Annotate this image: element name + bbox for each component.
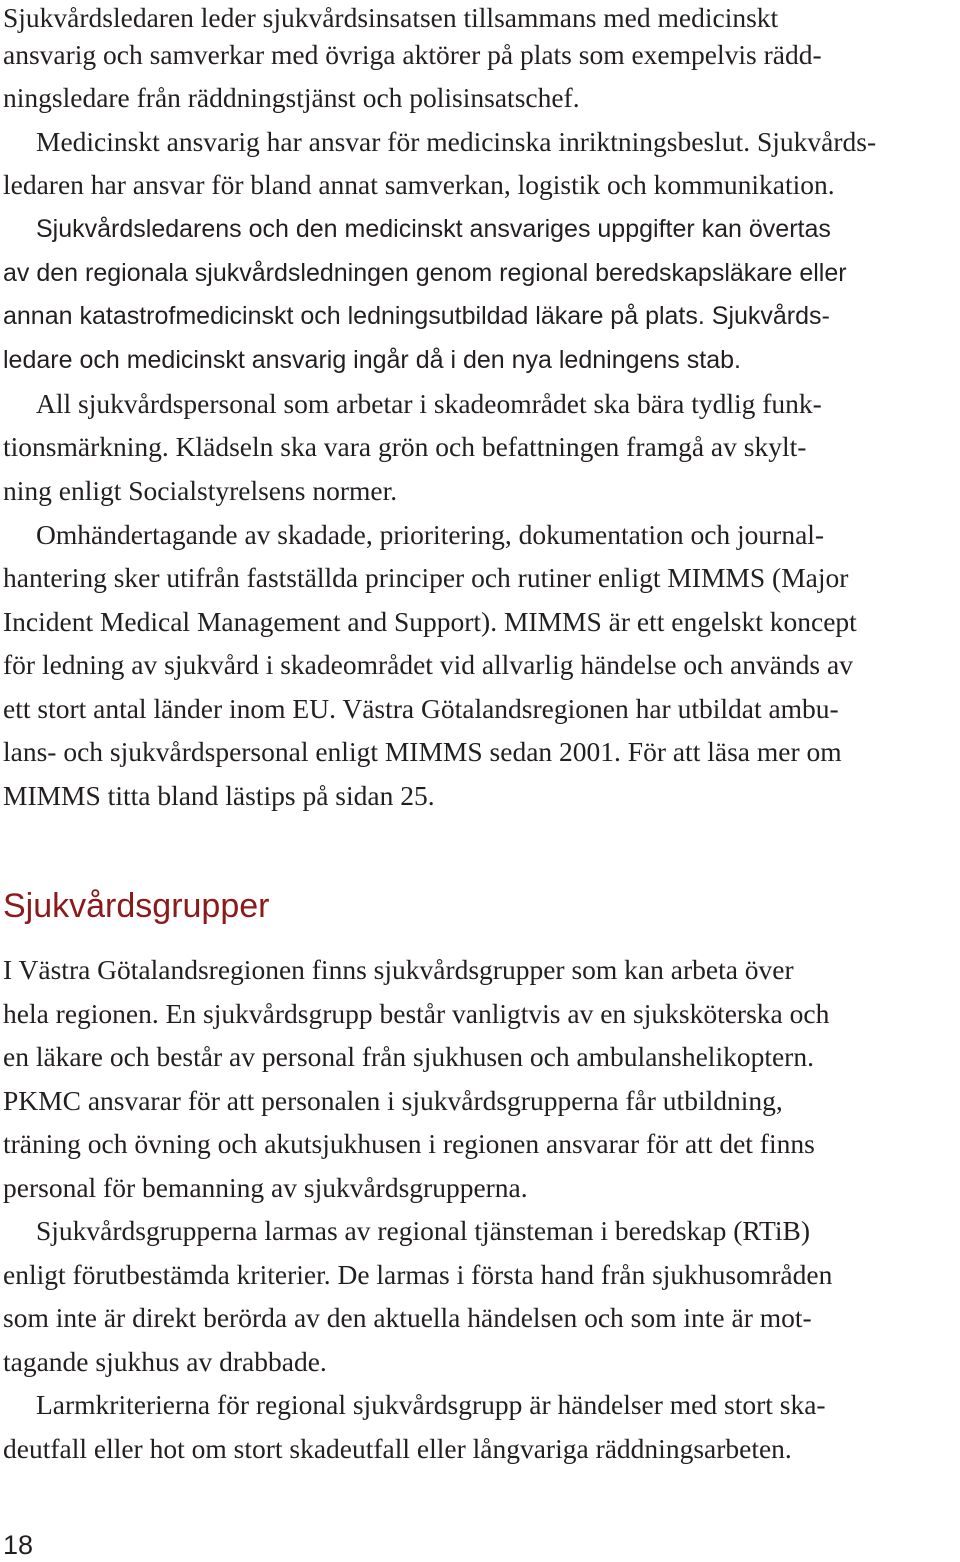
body-text-line: I Västra Götalandsregionen finns sjukvårdsgrupper som kan arbeta över [3,954,794,985]
body-text-line: hela regionen. En sjukvårdsgrupp består vanligtvis av en sjuksköterska och [3,998,830,1029]
body-text-line: deutfall eller hot om stort skadeutfall eller långvariga räddningsarbeten. [3,1433,792,1464]
body-text-line: Incident Medical Management and Support). MIMMS är ett engelskt koncept [3,606,857,637]
body-text-line: enligt förutbestämda kriterier. De larmas i första hand från sjukhusområden [3,1259,833,1290]
body-text-line: Sjukvårdsledaren leder sjukvårdsinsatsen tillsammans med medicinskt [3,2,779,33]
body-text-line: Sjukvårdsledarens och den medicinskt ansvariges uppgifter kan övertas [36,215,831,243]
body-text-line: tionsmärkning. Klädseln ska vara grön och befattningen framgå av skylt- [3,431,807,462]
body-text-line: ett stort antal länder inom EU. Västra Götalandsregionen har utbildat ambu- [3,693,839,724]
body-text-line: Omhändertagande av skadade, prioritering, dokumentation och journal- [36,519,825,550]
body-text-line: All sjukvårdspersonal som arbetar i skadeområdet ska bära tydlig funk- [36,388,822,419]
body-text-line: personal för bemanning av sjukvårdsgrupperna. [3,1172,528,1203]
body-text-line: tagande sjukhus av drabbade. [3,1346,327,1377]
body-text-line: för ledning av sjukvård i skadeområdet vid allvarlig händelse och används av [3,649,853,680]
body-text-line: ledare och medicinskt ansvarig ingår då i den nya ledningens stab. [3,346,741,374]
body-text-line: PKMC ansvarar för att personalen i sjukvårdsgrupperna får utbildning, [3,1085,783,1116]
body-text-line: lans- och sjukvårdspersonal enligt MIMMS sedan 2001. För att läsa mer om [3,736,842,767]
body-text-line: Medicinskt ansvarig har ansvar för medicinska inriktningsbeslut. Sjukvårds- [36,126,877,157]
body-text-line: som inte är direkt berörda av den aktuella händelsen och som inte är mot- [3,1302,812,1333]
section-heading: Sjukvårdsgrupper [3,887,270,925]
body-text-line: träning och övning och akutsjukhusen i regionen ansvarar för att det finns [3,1128,815,1159]
body-text-line: en läkare och består av personal från sjukhusen och ambulanshelikoptern. [3,1041,814,1072]
body-text-line: MIMMS titta bland lästips på sidan 25. [3,780,435,811]
page-number: 18 [3,1530,34,1560]
body-text-line: Sjukvårdsgrupperna larmas av regional tjänsteman i beredskap (RTiB) [36,1215,811,1246]
body-text-line: av den regionala sjukvårdsledningen genom regional beredskapsläkare eller [3,259,847,287]
body-text-line: annan katastrofmedicinskt och ledningsutbildad läkare på plats. Sjukvårds- [3,302,830,330]
body-text-line: ansvarig och samverkar med övriga aktörer på plats som exempelvis rädd- [3,39,822,70]
body-text-line: ning enligt Socialstyrelsens normer. [3,475,398,506]
body-text-line: Larmkriterierna för regional sjukvårdsgrupp är händelser med stort ska- [36,1389,826,1420]
body-text-line: ningsledare från räddningstjänst och polisinsatschef. [3,82,580,113]
body-text-line: hantering sker utifrån fastställda principer och rutiner enligt MIMMS (Major [3,562,849,593]
body-text-line: ledaren har ansvar för bland annat samverkan, logistik och kommunikation. [3,169,835,200]
